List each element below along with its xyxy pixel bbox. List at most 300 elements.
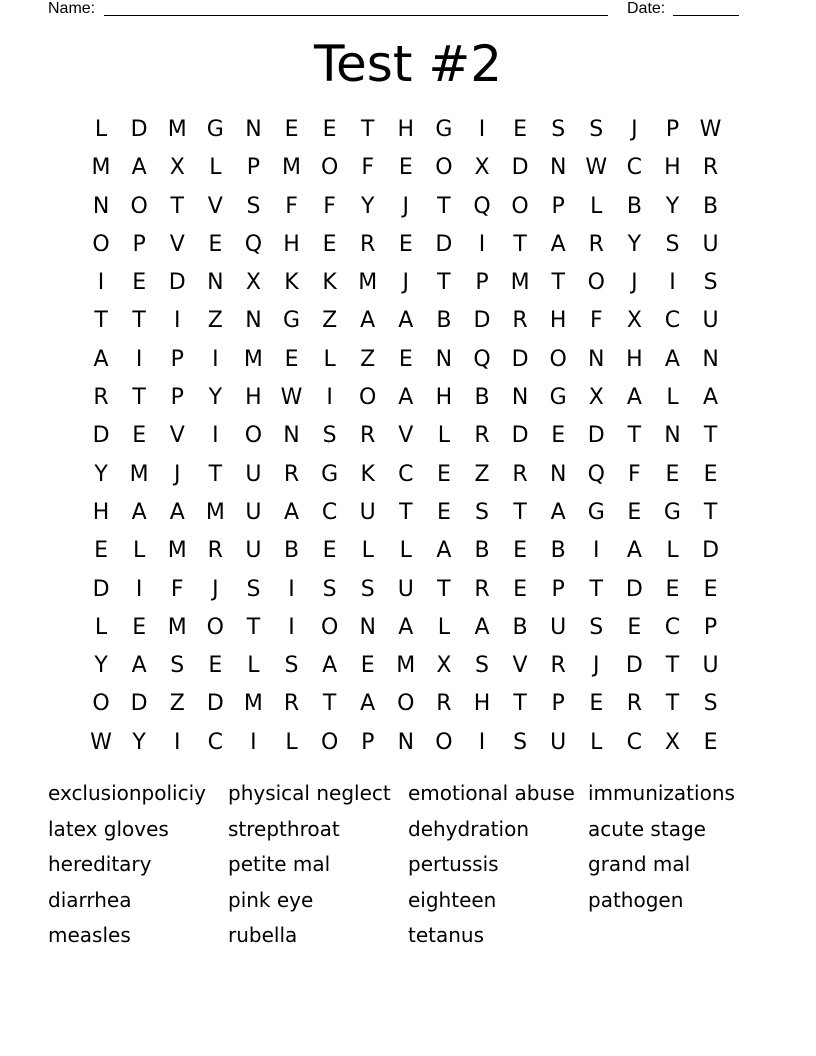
grid-letter: E: [436, 461, 451, 487]
grid-letter: T: [132, 308, 146, 334]
grid-letter: L: [666, 385, 679, 411]
grid-letter: M: [91, 155, 111, 181]
grid-letter: I: [593, 538, 600, 564]
grid-letter: I: [288, 614, 295, 640]
grid-letter: A: [131, 499, 147, 525]
grid-letter: G: [549, 385, 567, 411]
grid-letter: R: [207, 538, 223, 564]
grid-letter: M: [167, 117, 187, 142]
grid-row: [82, 571, 730, 609]
grid-letter: U: [245, 538, 262, 564]
grid-letter: D: [511, 155, 529, 181]
grid-row: [82, 647, 730, 685]
grid-letter: E: [284, 117, 299, 142]
grid-letter: M: [243, 691, 263, 717]
grid-letter: Q: [587, 461, 605, 487]
grid-letter: G: [587, 499, 605, 525]
grid-letter: H: [664, 155, 681, 181]
grid-letter: A: [703, 385, 719, 411]
grid-letter: A: [398, 385, 414, 411]
grid-letter: Y: [94, 653, 108, 679]
word-list-item: tetanus: [408, 923, 485, 947]
word-list-item: measles: [48, 923, 131, 947]
grid-letter: Z: [207, 308, 223, 334]
grid-letter: E: [132, 270, 147, 296]
grid-row: [82, 149, 730, 187]
grid-row: [82, 417, 730, 455]
grid-row: [82, 188, 730, 226]
grid-letter: R: [512, 461, 528, 487]
grid-letter: E: [284, 346, 299, 372]
word-list-item: pertussis: [408, 852, 499, 876]
grid-letter: S: [665, 231, 680, 257]
grid-letter: X: [245, 270, 261, 296]
grid-letter: T: [589, 576, 603, 602]
grid-letter: O: [587, 270, 605, 296]
grid-letter: U: [702, 231, 719, 257]
word-list-item: eighteen: [408, 887, 497, 912]
word-list-item: grand mal: [588, 852, 691, 876]
grid-letter: E: [513, 576, 528, 602]
grid-letter: B: [512, 614, 528, 640]
grid-letter: B: [703, 193, 719, 219]
grid-letter: N: [245, 308, 262, 334]
grid-letter: S: [703, 270, 718, 296]
grid-letter: X: [436, 653, 452, 679]
grid-letter: M: [243, 346, 263, 372]
grid-letter: O: [320, 155, 339, 181]
grid-row: [82, 609, 730, 647]
grid-letter: O: [435, 155, 453, 181]
grid-letter: E: [551, 423, 566, 449]
grid-letter: F: [589, 308, 603, 334]
grid-letter: N: [359, 614, 376, 640]
grid-letter: H: [626, 346, 643, 372]
grid-letter: S: [551, 117, 566, 142]
grid-letter: I: [173, 729, 181, 755]
grid-letter: N: [702, 346, 719, 372]
word-list-item: exclusionpoliciy: [48, 781, 206, 805]
grid-letter: W: [90, 729, 112, 755]
word-list-item: dehydration: [408, 816, 529, 841]
grid-letter: P: [132, 231, 146, 257]
grid-letter: I: [97, 270, 105, 296]
word-list-item: immunizations: [588, 781, 735, 805]
grid-letter: Y: [132, 729, 146, 755]
grid-letter: K: [284, 270, 299, 296]
word-list-item: pink eye: [228, 887, 314, 912]
grid-letter: J: [631, 117, 638, 142]
grid-letter: U: [550, 614, 567, 640]
grid-letter: E: [398, 231, 413, 257]
grid-letter: N: [664, 423, 681, 449]
grid-letter: T: [399, 499, 413, 525]
grid-letter: E: [627, 614, 642, 640]
grid-letter: R: [474, 576, 490, 602]
grid-letter: C: [398, 461, 414, 487]
grid-letter: S: [322, 576, 337, 602]
grid-row: [82, 685, 730, 723]
grid-letter: T: [665, 653, 680, 679]
grid-letter: Z: [360, 346, 376, 372]
grid-row: [82, 341, 730, 379]
grid-letter: X: [588, 385, 604, 411]
grid-letter: A: [360, 691, 376, 717]
grid-letter: D: [130, 117, 148, 142]
grid-letter: D: [92, 576, 110, 602]
grid-row: [82, 226, 730, 264]
grid-letter: P: [246, 155, 261, 181]
grid-letter: L: [247, 653, 260, 679]
grid-letter: E: [513, 117, 528, 142]
grid-letter: N: [435, 346, 453, 372]
grid-letter: O: [320, 614, 339, 640]
grid-letter: P: [551, 576, 565, 602]
grid-letter: O: [244, 423, 263, 449]
grid-letter: R: [283, 461, 300, 487]
grid-letter: X: [664, 729, 680, 755]
grid-letter: M: [282, 155, 301, 181]
grid-letter: V: [169, 231, 185, 257]
grid-letter: U: [702, 653, 719, 679]
grid-letter: I: [478, 231, 486, 257]
grid-letter: S: [589, 117, 604, 142]
grid-letter: O: [92, 231, 110, 257]
grid-letter: L: [666, 538, 679, 564]
name-line[interactable]: [104, 15, 608, 16]
grid-letter: W: [585, 155, 608, 181]
grid-letter: A: [131, 653, 147, 679]
grid-letter: Q: [473, 193, 491, 219]
grid-letter: C: [626, 729, 643, 755]
grid-letter: A: [283, 499, 300, 525]
grid-letter: A: [398, 308, 414, 334]
grid-letter: P: [551, 193, 565, 219]
grid-letter: U: [702, 308, 719, 334]
grid-letter: E: [589, 691, 604, 717]
grid-letter: V: [398, 423, 414, 449]
grid-letter: E: [322, 538, 337, 564]
grid-letter: Y: [360, 193, 375, 219]
grid-letter: T: [665, 691, 680, 717]
grid-letter: A: [436, 538, 452, 564]
grid-letter: R: [512, 308, 528, 334]
grid-letter: E: [665, 461, 680, 487]
grid-letter: R: [283, 691, 300, 717]
grid-letter: W: [699, 117, 722, 142]
grid-letter: O: [511, 193, 529, 219]
grid-letter: N: [397, 729, 415, 755]
grid-letter: R: [436, 691, 452, 717]
grid-letter: R: [588, 231, 604, 257]
grid-letter: B: [626, 193, 642, 219]
grid-letter: J: [402, 193, 410, 219]
grid-letter: N: [245, 117, 262, 142]
grid-letter: N: [92, 193, 110, 219]
grid-letter: T: [322, 691, 337, 717]
grid-letter: Y: [665, 193, 680, 219]
grid-letter: T: [437, 193, 451, 219]
grid-letter: C: [207, 729, 224, 755]
grid-letter: I: [669, 270, 676, 296]
grid-letter: P: [475, 270, 489, 296]
grid-letter: E: [94, 538, 108, 564]
grid-letter: A: [550, 231, 566, 257]
grid-letter: M: [167, 538, 187, 564]
grid-letter: A: [626, 538, 642, 564]
grid-row: [82, 456, 730, 494]
grid-letter: E: [436, 499, 451, 525]
worksheet-header: [48, 0, 748, 20]
grid-letter: D: [206, 691, 224, 717]
grid-letter: T: [513, 231, 527, 257]
grid-letter: M: [510, 270, 530, 296]
grid-letter: T: [513, 691, 527, 717]
grid-letter: L: [399, 538, 412, 564]
grid-letter: A: [474, 614, 490, 640]
grid-letter: A: [398, 614, 414, 640]
grid-letter: E: [627, 499, 642, 525]
grid-letter: T: [132, 385, 146, 411]
grid-letter: D: [511, 346, 529, 372]
grid-letter: S: [170, 653, 185, 679]
grid-row: [82, 111, 730, 149]
grid-letter: T: [360, 117, 375, 142]
grid-letter: S: [513, 729, 528, 755]
grid-letter: A: [626, 385, 642, 411]
grid-letter: J: [631, 270, 638, 296]
word-list-item: latex gloves: [48, 816, 169, 841]
grid-letter: D: [435, 231, 453, 257]
word-list-item: petite mal: [228, 852, 331, 876]
grid-letter: M: [205, 499, 225, 525]
grid-letter: T: [437, 576, 451, 602]
grid-letter: B: [474, 385, 490, 411]
grid-letter: E: [398, 155, 413, 181]
grid-letter: W: [280, 385, 303, 411]
grid-letter: E: [132, 423, 147, 449]
grid-letter: I: [212, 423, 219, 449]
grid-letter: A: [169, 499, 185, 525]
grid-letter: F: [628, 461, 641, 487]
grid-letter: T: [513, 499, 527, 525]
grid-letter: S: [475, 499, 489, 525]
grid-letter: S: [360, 576, 375, 602]
grid-letter: M: [129, 461, 149, 487]
grid-letter: E: [132, 614, 147, 640]
grid-letter: Q: [473, 346, 491, 372]
grid-letter: A: [664, 346, 680, 372]
grid-letter: J: [212, 576, 219, 602]
grid-letter: R: [626, 691, 642, 717]
grid-letter: B: [283, 538, 300, 564]
grid-letter: D: [702, 538, 720, 564]
grid-letter: E: [703, 461, 718, 487]
grid-letter: L: [94, 117, 108, 142]
grid-letter: I: [173, 308, 181, 334]
word-list-item: acute stage: [588, 816, 706, 841]
grid-letter: O: [320, 729, 339, 755]
grid-letter: A: [322, 653, 338, 679]
grid-letter: D: [587, 423, 605, 449]
grid-letter: L: [590, 729, 603, 755]
grid-letter: G: [663, 499, 681, 525]
grid-letter: H: [435, 385, 453, 411]
grid-letter: S: [475, 653, 489, 679]
grid-letter: E: [703, 729, 718, 755]
grid-row: [82, 264, 730, 302]
grid-letter: C: [664, 308, 681, 334]
grid-letter: V: [169, 423, 185, 449]
date-line[interactable]: [673, 15, 739, 16]
grid-letter: O: [130, 193, 148, 219]
grid-letter: D: [511, 423, 529, 449]
grid-letter: I: [135, 576, 143, 602]
grid-letter: H: [549, 308, 567, 334]
grid-letter: D: [130, 691, 148, 717]
page-title: Test #2: [313, 35, 503, 93]
grid-letter: J: [593, 653, 600, 679]
grid-letter: O: [359, 385, 377, 411]
grid-letter: Z: [322, 308, 338, 334]
grid-letter: B: [436, 308, 452, 334]
grid-letter: S: [322, 423, 337, 449]
grid-letter: L: [323, 346, 336, 372]
grid-letter: D: [168, 270, 186, 296]
grid-letter: F: [361, 155, 375, 181]
grid-letter: U: [245, 499, 262, 525]
word-list-item: physical neglect: [228, 781, 391, 805]
word-list-item: diarrhea: [48, 887, 132, 912]
grid-letter: O: [92, 691, 110, 717]
grid-row: [82, 379, 730, 417]
grid-letter: R: [93, 385, 109, 411]
grid-letter: E: [398, 346, 413, 372]
grid-letter: F: [170, 576, 184, 602]
grid-letter: S: [246, 576, 261, 602]
grid-letter: D: [92, 423, 110, 449]
grid-letter: N: [588, 346, 605, 372]
grid-letter: G: [321, 461, 339, 487]
grid-letter: Y: [627, 231, 642, 257]
grid-letter: E: [665, 576, 680, 602]
grid-letter: D: [625, 653, 643, 679]
grid-letter: P: [170, 385, 184, 411]
date-label: Date:: [627, 0, 666, 17]
grid-letter: T: [208, 461, 223, 487]
grid-row: [82, 494, 730, 532]
word-list-item: strepthroat: [228, 816, 340, 841]
grid-letter: M: [396, 653, 416, 679]
grid-letter: M: [358, 270, 378, 296]
grid-letter: V: [512, 653, 528, 679]
grid-letter: L: [133, 538, 146, 564]
grid-letter: S: [589, 614, 604, 640]
grid-letter: S: [703, 691, 718, 717]
grid-letter: F: [323, 193, 336, 219]
grid-letter: T: [170, 193, 184, 219]
grid-letter: S: [284, 653, 299, 679]
grid-letter: T: [703, 423, 718, 449]
word-list-item: rubella: [228, 923, 298, 947]
grid-letter: U: [245, 461, 262, 487]
grid-letter: U: [397, 576, 414, 602]
grid-letter: A: [360, 308, 376, 334]
grid-letter: R: [474, 423, 490, 449]
grid-letter: E: [208, 231, 223, 257]
grid-letter: I: [478, 117, 486, 142]
grid-letter: T: [703, 499, 718, 525]
grid-letter: X: [169, 155, 185, 181]
grid-letter: E: [360, 653, 375, 679]
grid-letter: P: [665, 117, 680, 142]
grid-letter: T: [551, 270, 565, 296]
grid-row: [82, 302, 730, 340]
grid-letter: C: [664, 614, 681, 640]
word-list-item: pathogen: [588, 887, 684, 912]
grid-letter: T: [246, 614, 261, 640]
word-list: [48, 776, 768, 954]
grid-letter: U: [359, 499, 376, 525]
grid-letter: Q: [244, 231, 263, 257]
grid-letter: E: [322, 117, 337, 142]
grid-letter: N: [207, 270, 224, 296]
grid-letter: R: [360, 231, 376, 257]
grid-letter: Y: [94, 461, 108, 487]
grid-letter: I: [250, 729, 257, 755]
grid-letter: P: [703, 614, 718, 640]
grid-letter: D: [625, 576, 643, 602]
grid-letter: T: [627, 423, 642, 449]
grid-letter: I: [478, 729, 486, 755]
grid-letter: B: [474, 538, 490, 564]
grid-letter: A: [93, 346, 109, 372]
grid-letter: C: [321, 499, 338, 525]
grid-letter: E: [322, 231, 337, 257]
grid-letter: I: [212, 346, 219, 372]
grid-letter: D: [473, 308, 491, 334]
grid-letter: O: [206, 614, 224, 640]
grid-letter: A: [131, 155, 147, 181]
grid-letter: L: [361, 538, 374, 564]
grid-letter: H: [283, 231, 300, 257]
grid-letter: J: [173, 461, 181, 487]
grid-letter: T: [94, 308, 108, 334]
grid-letter: U: [550, 729, 567, 755]
grid-letter: L: [437, 614, 451, 640]
grid-letter: F: [285, 193, 298, 219]
grid-letter: C: [626, 155, 643, 181]
grid-letter: H: [92, 499, 110, 525]
grid-letter: I: [288, 576, 295, 602]
grid-letter: H: [245, 385, 262, 411]
grid-letter: L: [94, 614, 108, 640]
grid-letter: X: [474, 155, 490, 181]
grid-letter: P: [170, 346, 184, 372]
letter-grid: [82, 111, 730, 762]
grid-letter: T: [437, 270, 451, 296]
grid-letter: S: [246, 193, 261, 219]
grid-letter: O: [397, 691, 415, 717]
grid-letter: E: [703, 576, 718, 602]
grid-letter: N: [549, 461, 567, 487]
grid-letter: A: [550, 499, 566, 525]
grid-letter: Z: [169, 691, 185, 717]
grid-letter: H: [473, 691, 491, 717]
grid-letter: G: [206, 117, 224, 142]
grid-letter: I: [326, 385, 333, 411]
grid-row: [82, 532, 730, 570]
